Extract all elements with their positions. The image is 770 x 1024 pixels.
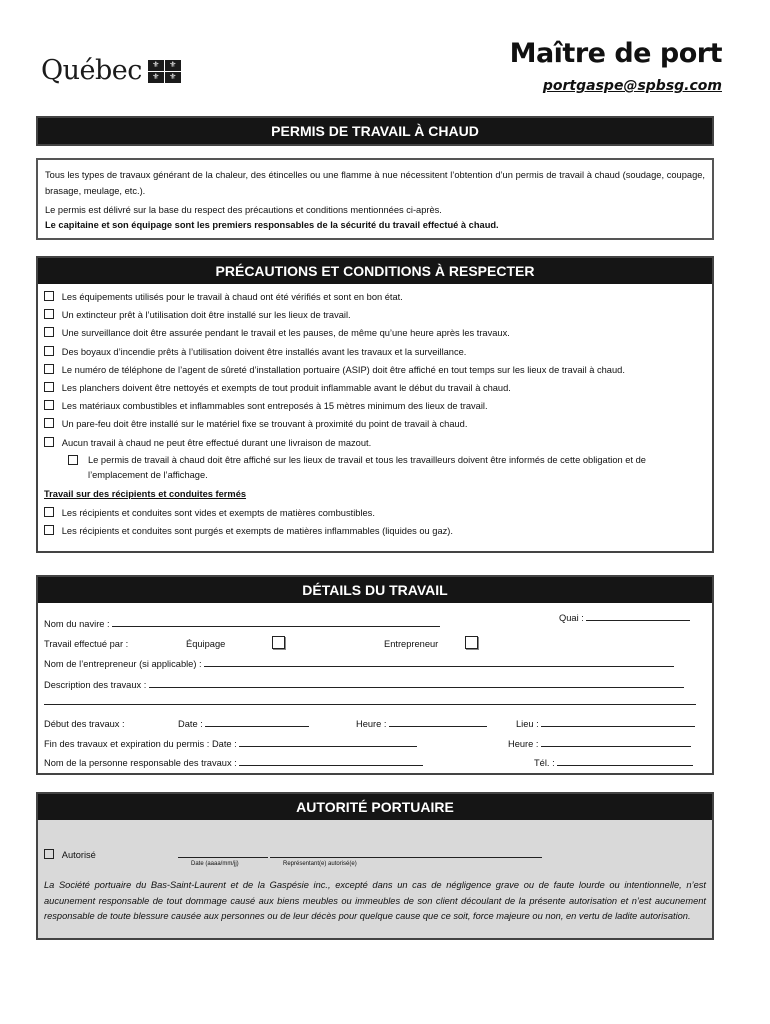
responsable-field[interactable]	[239, 756, 423, 766]
checkbox-icon[interactable]	[44, 309, 54, 319]
checkbox-icon[interactable]	[44, 418, 54, 428]
quai-row: Quai :	[559, 611, 690, 626]
autorite-box	[36, 792, 714, 940]
checkbox-icon[interactable]	[44, 346, 54, 356]
checkbox-icon[interactable]	[44, 507, 54, 517]
fin-row: Fin des travaux et expiration du permis : Date :	[44, 737, 417, 752]
quebec-logo	[41, 50, 181, 90]
fin-heure-row: Heure :	[508, 737, 691, 752]
representant-caption: Représentant(e) autorisé(e)	[283, 861, 357, 867]
debut-heure-row: Heure :	[356, 717, 487, 732]
checkbox-icon[interactable]	[44, 291, 54, 301]
tel-field[interactable]	[557, 756, 693, 766]
checkbox-icon[interactable]	[68, 455, 78, 465]
checkbox-icon[interactable]	[44, 525, 54, 535]
lieu-field[interactable]	[541, 717, 695, 727]
permis-heading: PERMIS DE TRAVAIL À CHAUD	[38, 118, 712, 144]
date-caption: Date (aaaa/mm/jj)	[191, 861, 239, 867]
closed-heading: Travail sur des récipients et conduites fermés	[44, 488, 247, 499]
autorite-heading: AUTORITÉ PORTUAIRE	[38, 794, 712, 820]
permis-box	[36, 158, 714, 240]
list-item: Les matériaux combustibles et inflammables sont entreposés à 15 mètres minimum des lieux de travail.	[44, 399, 706, 417]
entrepreneur-label: Entrepreneur	[384, 639, 439, 649]
tel-row: Tél. :	[534, 756, 693, 771]
disclaimer-text: La Société portuaire du Bas-Saint-Laurent et de la Gaspésie inc., excepté dans un cas de négligence grave ou de faute lourde ou intentionnelle, n’est aucunement responsable de tout dommage causé aux biens meubles ou immeubles de son client découlant de la présente autorisation et n’est aucunement responsable de toute blessure causée aux personnes ou de leur décès pour quelque cause que ce soit, force majeure ou non, en vertu de ladite autorisation.	[44, 880, 706, 922]
travail-par-label: Travail effectué par :	[44, 639, 129, 649]
permis-paragraph-3: Le capitaine et son équipage sont les premiers responsables de la sécurité du travail effectué à chaud.	[45, 220, 499, 230]
quai-field[interactable]	[586, 611, 690, 621]
equipage-checkbox[interactable]	[272, 636, 285, 649]
representant-signature-line[interactable]	[270, 857, 542, 858]
list-item: Une surveillance doit être assurée pendant le travail et les pauses, de même qu’une heure après les travaux.	[44, 326, 706, 344]
list-item: Les équipements utilisés pour le travail à chaud ont été vérifiés et sont en bon état.	[44, 290, 706, 308]
lieu-row: Lieu :	[516, 717, 695, 732]
logo-text: Québec	[41, 54, 142, 86]
precautions-list	[44, 290, 706, 542]
permis-heading-bar	[36, 116, 714, 146]
list-sub-item: Le permis de travail à chaud doit être affiché sur les lieux de travail et tous les travailleurs doivent être informés de cette obligation et de l’emplacement de l’affichage.	[44, 453, 706, 483]
checkbox-icon[interactable]	[44, 400, 54, 410]
permis-paragraph-1: Tous les types de travaux générant de la chaleur, des étincelles ou une flamme à nue nécessitent l’obtention d’un permis de travail à chaud (soudage, coupage, brasage, meulage, etc.).	[45, 170, 705, 196]
precautions-heading: PRÉCAUTIONS ET CONDITIONS À RESPECTER	[38, 258, 712, 284]
checkbox-icon[interactable]	[44, 364, 54, 374]
checkbox-icon[interactable]	[44, 382, 54, 392]
debut-date-field[interactable]	[205, 717, 309, 727]
responsable-row: Nom de la personne responsable des travaux :	[44, 756, 423, 771]
debut-date-row: Date :	[178, 717, 309, 732]
autorise-row: Autorisé	[44, 848, 96, 863]
checkbox-icon[interactable]	[44, 437, 54, 447]
list-item: Les récipients et conduites sont vides et exempts de matières combustibles.	[44, 506, 706, 524]
checkbox-icon[interactable]	[44, 327, 54, 337]
debut-heure-field[interactable]	[389, 717, 487, 727]
list-item: Les récipients et conduites sont purgés et exempts de matières inflammables (liquides ou gaz).	[44, 524, 706, 542]
nom-entrepreneur-field[interactable]	[204, 657, 674, 667]
description-row: Description des travaux :	[44, 678, 684, 693]
fin-date-field[interactable]	[239, 737, 417, 747]
date-signature-line[interactable]	[178, 857, 268, 858]
entrepreneur-checkbox[interactable]	[465, 636, 478, 649]
fleur-de-lis-icon: ⚜ ⚜ ⚜ ⚜	[148, 60, 181, 83]
list-item: Les planchers doivent être nettoyés et exempts de tout produit inflammable avant le début du travail à chaud.	[44, 381, 706, 399]
description-field[interactable]	[149, 678, 684, 688]
equipage-label: Équipage	[186, 639, 226, 649]
list-item: Un extincteur prêt à l’utilisation doit être installé sur les lieux de travail.	[44, 308, 706, 326]
page-title: Maître de port	[509, 38, 722, 69]
details-box	[36, 575, 714, 775]
details-heading: DÉTAILS DU TRAVAIL	[38, 577, 712, 603]
nom-navire-field[interactable]	[112, 617, 440, 627]
list-item: Des boyaux d’incendie prêts à l’utilisation doivent être installés avant les travaux et la surveillance.	[44, 345, 706, 363]
nom-navire-row: Nom du navire :	[44, 617, 440, 632]
debut-label: Début des travaux :	[44, 719, 125, 729]
permis-paragraph-2: Le permis est délivré sur la base du respect des précautions et conditions mentionnées ci-après.	[45, 205, 442, 215]
nom-entrepreneur-row: Nom de l’entrepreneur (si applicable) :	[44, 657, 674, 672]
precautions-box	[36, 256, 714, 553]
list-item: Aucun travail à chaud ne peut être effectué durant une livraison de mazout.	[44, 436, 706, 454]
list-item: Le numéro de téléphone de l’agent de sûreté d’installation portuaire (ASIP) doit être affiché en tout temps sur les lieux de travail à chaud.	[44, 363, 706, 381]
list-item: Un pare-feu doit être installé sur le matériel fixe se trouvant à proximité du point de travail à chaud.	[44, 417, 706, 435]
checkbox-icon[interactable]	[44, 849, 54, 859]
fin-heure-field[interactable]	[541, 737, 691, 747]
email-link[interactable]: portgaspe@spbsg.com	[542, 78, 722, 94]
description-line-2[interactable]	[44, 700, 696, 705]
